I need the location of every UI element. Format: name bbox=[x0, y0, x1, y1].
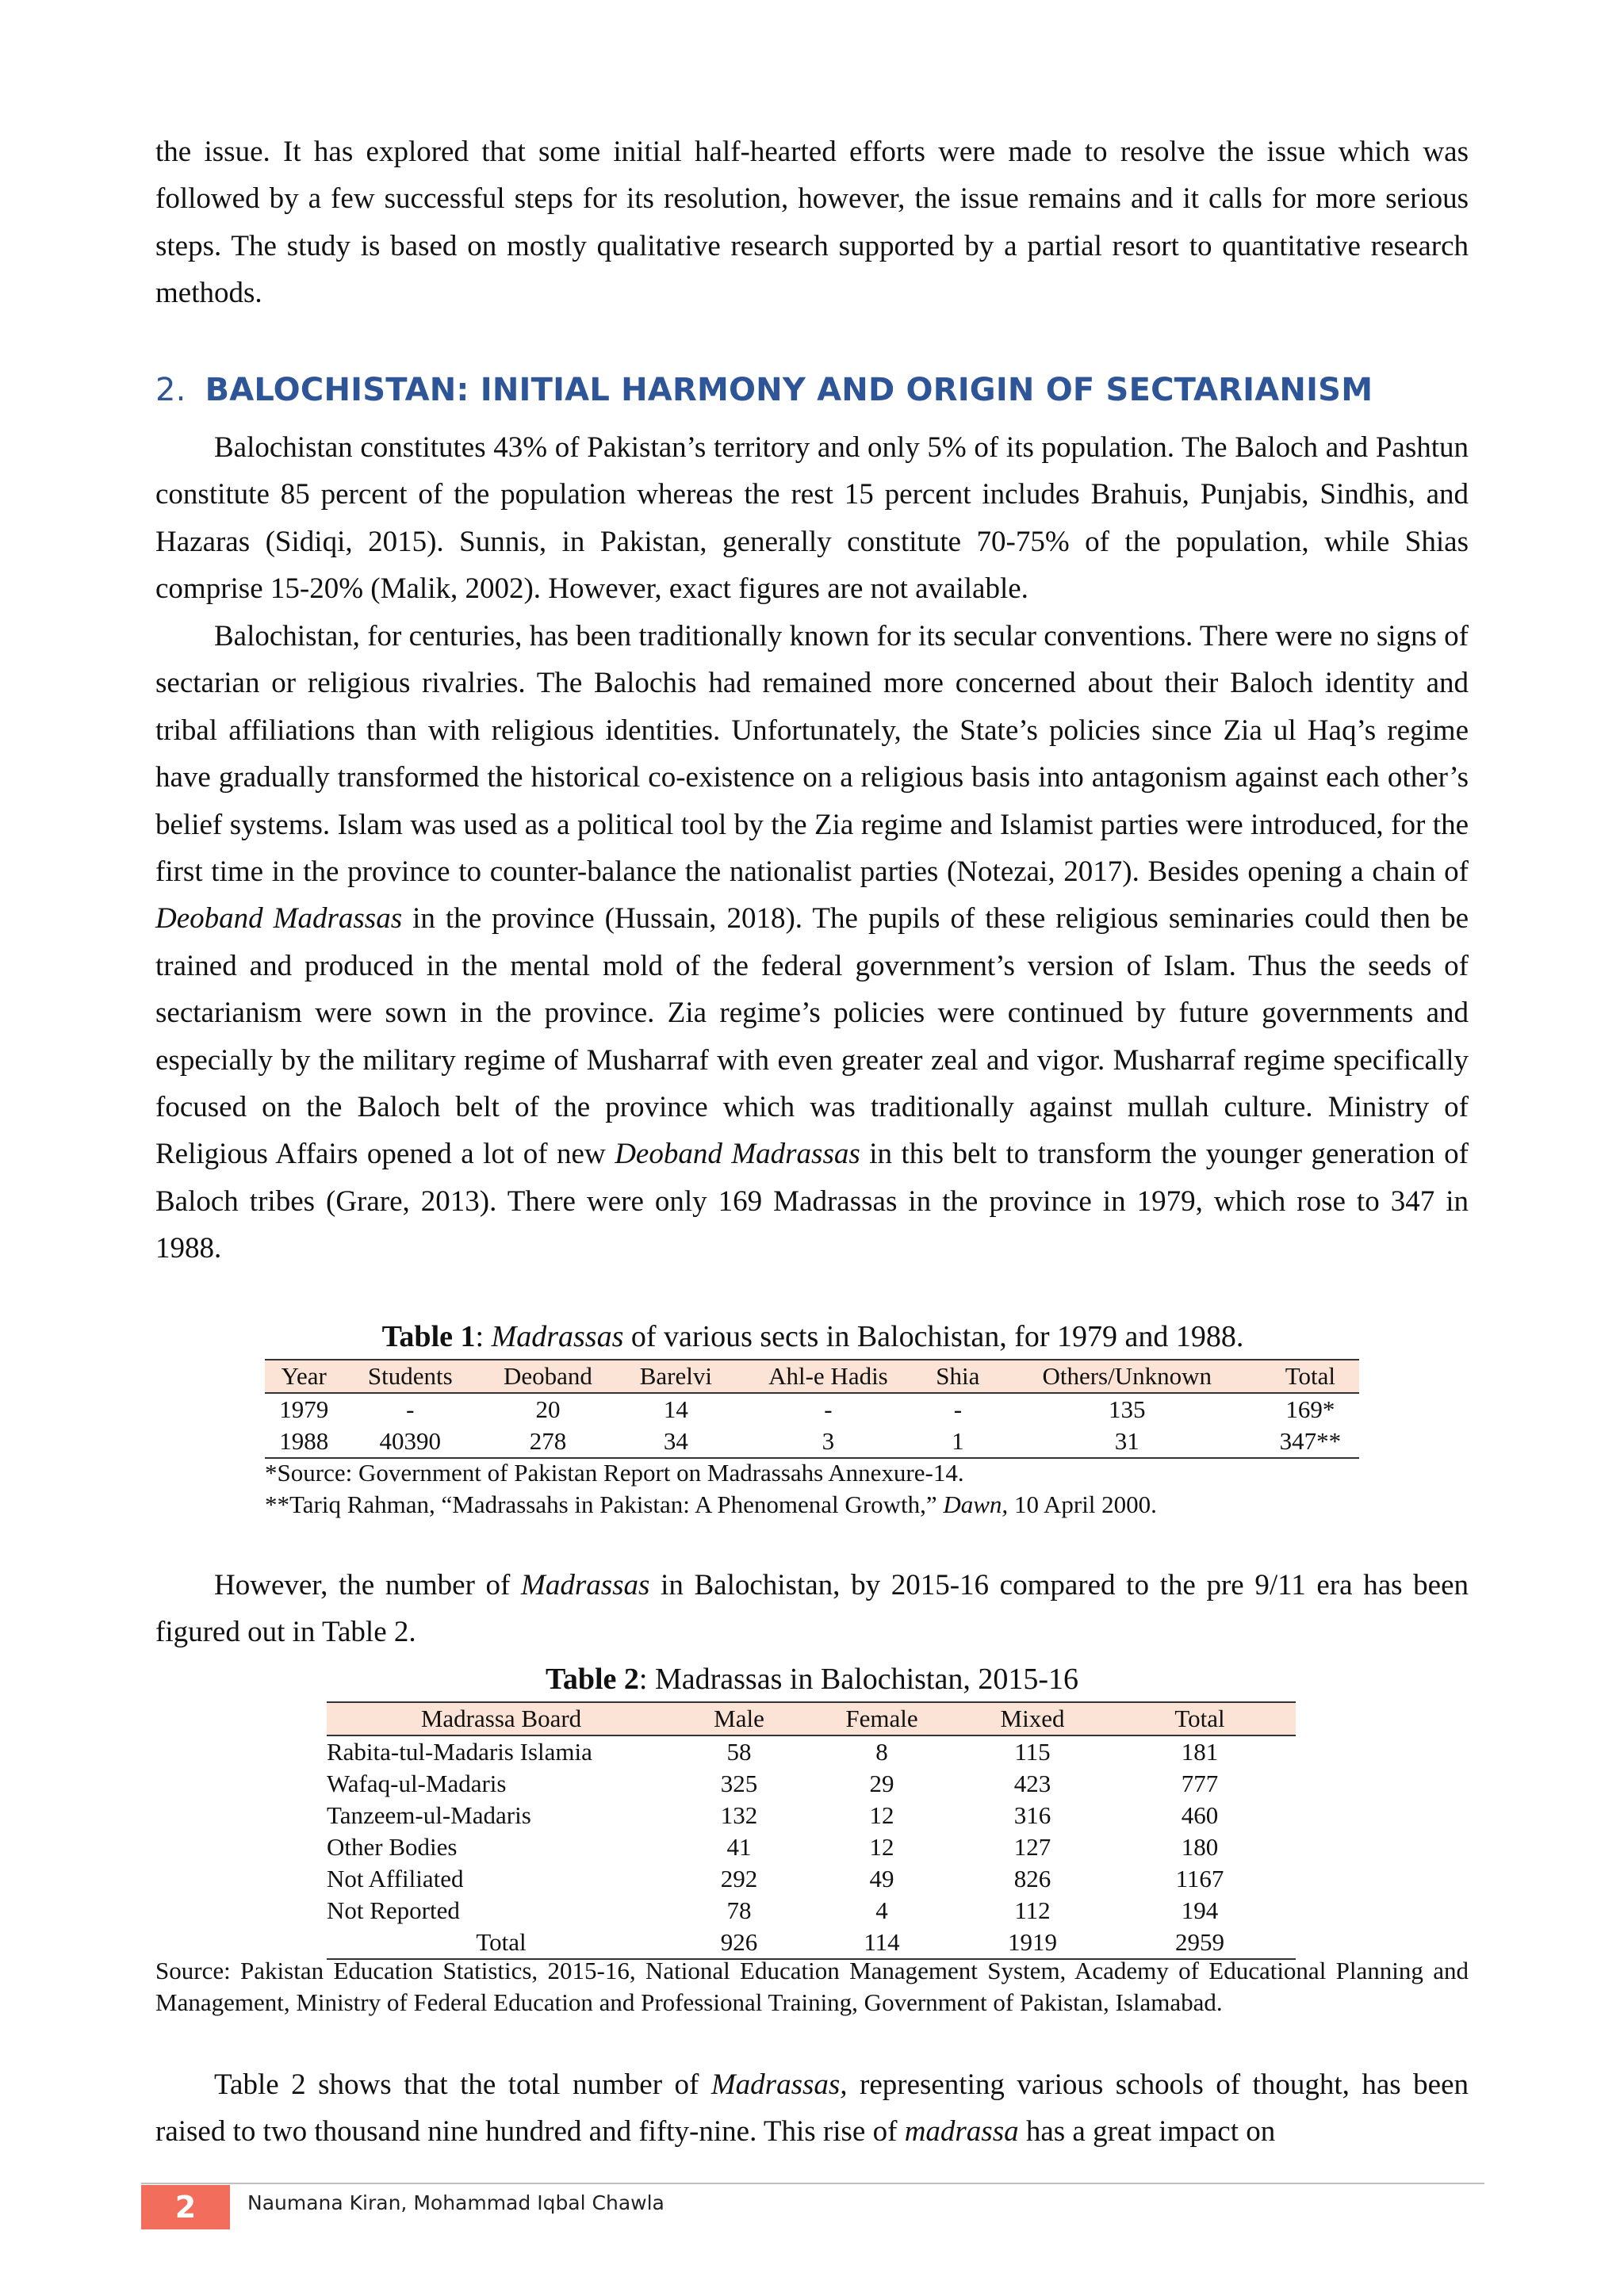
section-title: BALOCHISTAN: INITIAL HARMONY AND ORIGIN OF SECTARIANISM bbox=[205, 372, 1373, 408]
header-cell: Students bbox=[343, 1360, 477, 1393]
header-cell: Barelvi bbox=[619, 1360, 733, 1393]
table-cell: 132 bbox=[720, 1801, 758, 1829]
text-span: in Balochistan, by 2015-16 compared to the pre 9/11 era has been figured out in Table 2. bbox=[155, 1569, 1469, 1649]
table-cell: 114 bbox=[802, 1927, 961, 1959]
paragraph-3 bbox=[155, 1562, 1469, 1656]
footer-rule bbox=[141, 2183, 1484, 2184]
table2-source: Source: Pakistan Education Statistics, 2015-16, National Education Management System, Academy of Educational Planning and Management, Ministry of Federal Education and Professional Training, Government of Pakistan, Islamabad. bbox=[155, 1957, 1469, 2016]
intro-paragraph: the issue. It has explored that some initial half-hearted efforts were made to resolve the issue which was followed by a few successful steps for its resolution, however, the issue remains and it calls for more serious steps. The study is based on mostly qualitative research supported by a partial resort to quantitative research methods. bbox=[155, 136, 1469, 310]
table1-label: Table 1 bbox=[381, 1320, 476, 1353]
text-span: Table 2 shows that the total number of bbox=[214, 2068, 711, 2101]
table-cell: - bbox=[824, 1395, 833, 1423]
text-span: 10 April 2000. bbox=[1008, 1490, 1157, 1518]
italic-term: Dawn, bbox=[943, 1490, 1009, 1518]
table-cell: 127 bbox=[1013, 1833, 1051, 1861]
header-cell: Female bbox=[802, 1702, 961, 1735]
table-cell: 181 bbox=[1181, 1738, 1219, 1766]
table-cell: 169* bbox=[1285, 1395, 1335, 1423]
table-cell: Total bbox=[327, 1927, 676, 1959]
table-cell: 12 bbox=[869, 1833, 894, 1861]
table-cell: Wafaq-ul-Madaris bbox=[327, 1770, 507, 1797]
table-cell: 49 bbox=[869, 1865, 894, 1892]
header-cell: Ahl-e Hadis bbox=[733, 1360, 923, 1393]
table-total-row bbox=[327, 1927, 1296, 1959]
italic-term: Madrassas, bbox=[710, 2068, 848, 2101]
table-cell: 777 bbox=[1181, 1770, 1219, 1797]
table1-notes bbox=[265, 1457, 1157, 1521]
section-heading bbox=[155, 372, 1469, 408]
caption-rest: : Madrassas in Balochistan, 2015-16 bbox=[638, 1663, 1078, 1696]
table-cell: 112 bbox=[1014, 1896, 1051, 1924]
table-cell: 926 bbox=[676, 1927, 802, 1959]
table-row bbox=[327, 1831, 1296, 1863]
table-cell: 1979 bbox=[279, 1395, 329, 1423]
header-cell: Male bbox=[676, 1702, 802, 1735]
text-span: has a great impact on bbox=[1018, 2115, 1276, 2149]
table-header-row bbox=[327, 1702, 1296, 1735]
table-row bbox=[265, 1393, 1359, 1425]
page-number: 2 bbox=[141, 2185, 230, 2229]
table-cell: 347** bbox=[1262, 1425, 1359, 1458]
caption-sep: : bbox=[475, 1320, 492, 1353]
italic-term: Deoband Madrassas bbox=[615, 1138, 860, 1171]
italic-term: Deoband Madrassas bbox=[155, 902, 403, 936]
table-cell: Rabita-tul-Madaris Islamia bbox=[327, 1738, 592, 1766]
header-cell: Year bbox=[265, 1360, 343, 1393]
table-cell: 1988 bbox=[265, 1425, 343, 1458]
text-span: However, the number of bbox=[214, 1569, 521, 1601]
text-span: representing various schools of thought, has been raised to two thousand nine hundred and fifty-nine. This rise of bbox=[155, 2068, 1469, 2149]
header-cell: Deoband bbox=[477, 1360, 619, 1393]
table2 bbox=[327, 1701, 1296, 1960]
text-span: **Tariq Rahman, “Madrassahs in Pakistan: A Phenomenal Growth,” bbox=[265, 1490, 944, 1518]
table-cell: 4 bbox=[875, 1896, 888, 1924]
italic-term: madrassa bbox=[904, 2115, 1019, 2149]
table-cell: - bbox=[953, 1395, 963, 1423]
table-cell: 194 bbox=[1181, 1896, 1219, 1924]
table1-note-2 bbox=[265, 1489, 1157, 1521]
table-cell: 115 bbox=[1014, 1738, 1051, 1766]
italic-term: Madrassas bbox=[521, 1569, 650, 1601]
header-cell: Total bbox=[1262, 1360, 1359, 1393]
text-span: Balochistan, for centuries, has been traditionally known for its secular conventions. There were no signs of sectarian or religious rivalries. The Balochis had remained more concerned about their Baloch identity and tribal affiliations than with religious identities. Unfortunately, the State’s policies since Zia ul Haq’s regime have gradually transformed the historical co-existence on a religious basis into antagonism against each other’s belief systems. Islam was used as a political tool by the Zia regime and Islamist parties were introduced, for the first time in the province to counter-balance the nationalist parties (Notezai, 2017). Besides opening a chain of bbox=[155, 620, 1469, 889]
header-cell: Others/Unknown bbox=[993, 1360, 1262, 1393]
table2-caption bbox=[330, 1662, 1294, 1697]
table-row bbox=[327, 1863, 1296, 1895]
table-cell: 423 bbox=[1013, 1770, 1051, 1797]
table-cell: 3 bbox=[733, 1425, 923, 1458]
table-cell: 1919 bbox=[961, 1927, 1104, 1959]
header-cell: Total bbox=[1104, 1702, 1296, 1735]
table-cell: 2959 bbox=[1104, 1927, 1296, 1959]
text-span: in this belt to transform the younger generation of Baloch tribes (Grare, 2013). There were only 169 Madrassas in the province in 1979, which rose to 347 in 1988. bbox=[155, 1138, 1469, 1265]
table-cell: 278 bbox=[477, 1425, 619, 1458]
table-cell: 58 bbox=[726, 1738, 752, 1766]
table-cell: 1167 bbox=[1175, 1865, 1224, 1892]
table-cell: 460 bbox=[1181, 1801, 1219, 1829]
footer-authors: Naumana Kiran, Mohammad Iqbal Chawla bbox=[247, 2191, 665, 2214]
paragraph-4 bbox=[155, 2061, 1469, 2156]
paragraph-1: Balochistan constitutes 43% of Pakistan’s territory and only 5% of its population. The Baloch and Pashtun constitute 85 percent of the population whereas the rest 15 percent includes Brahuis, Punjabis, Sindhis, and Hazaras (Sidiqi, 2015). Sunnis, in Pakistan, generally constitute 70-75% of the population, while Shias comprise 15-20% (Malik, 2002). However, exact figures are not available. bbox=[155, 431, 1469, 606]
table-header-row bbox=[265, 1360, 1359, 1393]
table-cell: 180 bbox=[1181, 1833, 1219, 1861]
table1-caption bbox=[341, 1319, 1285, 1354]
table-cell: 12 bbox=[869, 1801, 894, 1829]
table-cell: 31 bbox=[993, 1425, 1262, 1458]
table-cell: Not Reported bbox=[327, 1896, 460, 1924]
table-cell: 40390 bbox=[343, 1425, 477, 1458]
caption-rest: of various sects in Balochistan, for 1979 and 1988. bbox=[623, 1320, 1244, 1353]
table-cell: Not Affiliated bbox=[327, 1865, 464, 1892]
paragraph-2 bbox=[155, 613, 1469, 1272]
table-cell: 135 bbox=[1108, 1395, 1146, 1423]
header-cell: Mixed bbox=[961, 1702, 1104, 1735]
table-cell: 1 bbox=[923, 1425, 993, 1458]
table1-note-1: *Source: Government of Pakistan Report on Madrassahs Annexure-14. bbox=[265, 1459, 964, 1487]
table-cell: 34 bbox=[619, 1425, 733, 1458]
caption-italic: Madrassas bbox=[491, 1320, 624, 1353]
text-span: in the province (Hussain, 2018). The pupils of these religious seminaries could then be trained and produced in the mental mold of the federal government’s version of Islam. Thus the seeds of sectarianism were sown in the province. Zia regime’s policies were continued by future governments and especially by the military regime of Musharraf with even greater zeal and vigor. Musharraf regime specifically focused on the Baloch belt of the province which was traditionally against mullah culture. Ministry of Religious Affairs opened a lot of new bbox=[155, 902, 1469, 1171]
table-cell: 316 bbox=[1013, 1801, 1051, 1829]
table2-label: Table 2 bbox=[545, 1663, 639, 1696]
table-cell: 8 bbox=[875, 1738, 888, 1766]
table-cell: 826 bbox=[1013, 1865, 1051, 1892]
table-cell: 78 bbox=[726, 1896, 752, 1924]
table-row bbox=[327, 1895, 1296, 1927]
table-cell: 325 bbox=[720, 1770, 758, 1797]
section-number: 2. bbox=[155, 372, 186, 408]
table-cell: 14 bbox=[663, 1395, 688, 1423]
header-cell: Shia bbox=[923, 1360, 993, 1393]
table-row bbox=[327, 1768, 1296, 1800]
header-cell: Madrassa Board bbox=[327, 1702, 676, 1735]
table-cell: Other Bodies bbox=[327, 1833, 458, 1861]
table1 bbox=[265, 1359, 1359, 1459]
table-row bbox=[327, 1735, 1296, 1768]
table-row bbox=[265, 1425, 1359, 1458]
table-cell: 41 bbox=[726, 1833, 752, 1861]
table-cell: - bbox=[406, 1395, 415, 1423]
table-cell: Tanzeem-ul-Madaris bbox=[327, 1801, 531, 1829]
table-row bbox=[327, 1800, 1296, 1831]
table-cell: 292 bbox=[720, 1865, 758, 1892]
table-cell: 29 bbox=[869, 1770, 894, 1797]
table-cell: 20 bbox=[535, 1395, 561, 1423]
